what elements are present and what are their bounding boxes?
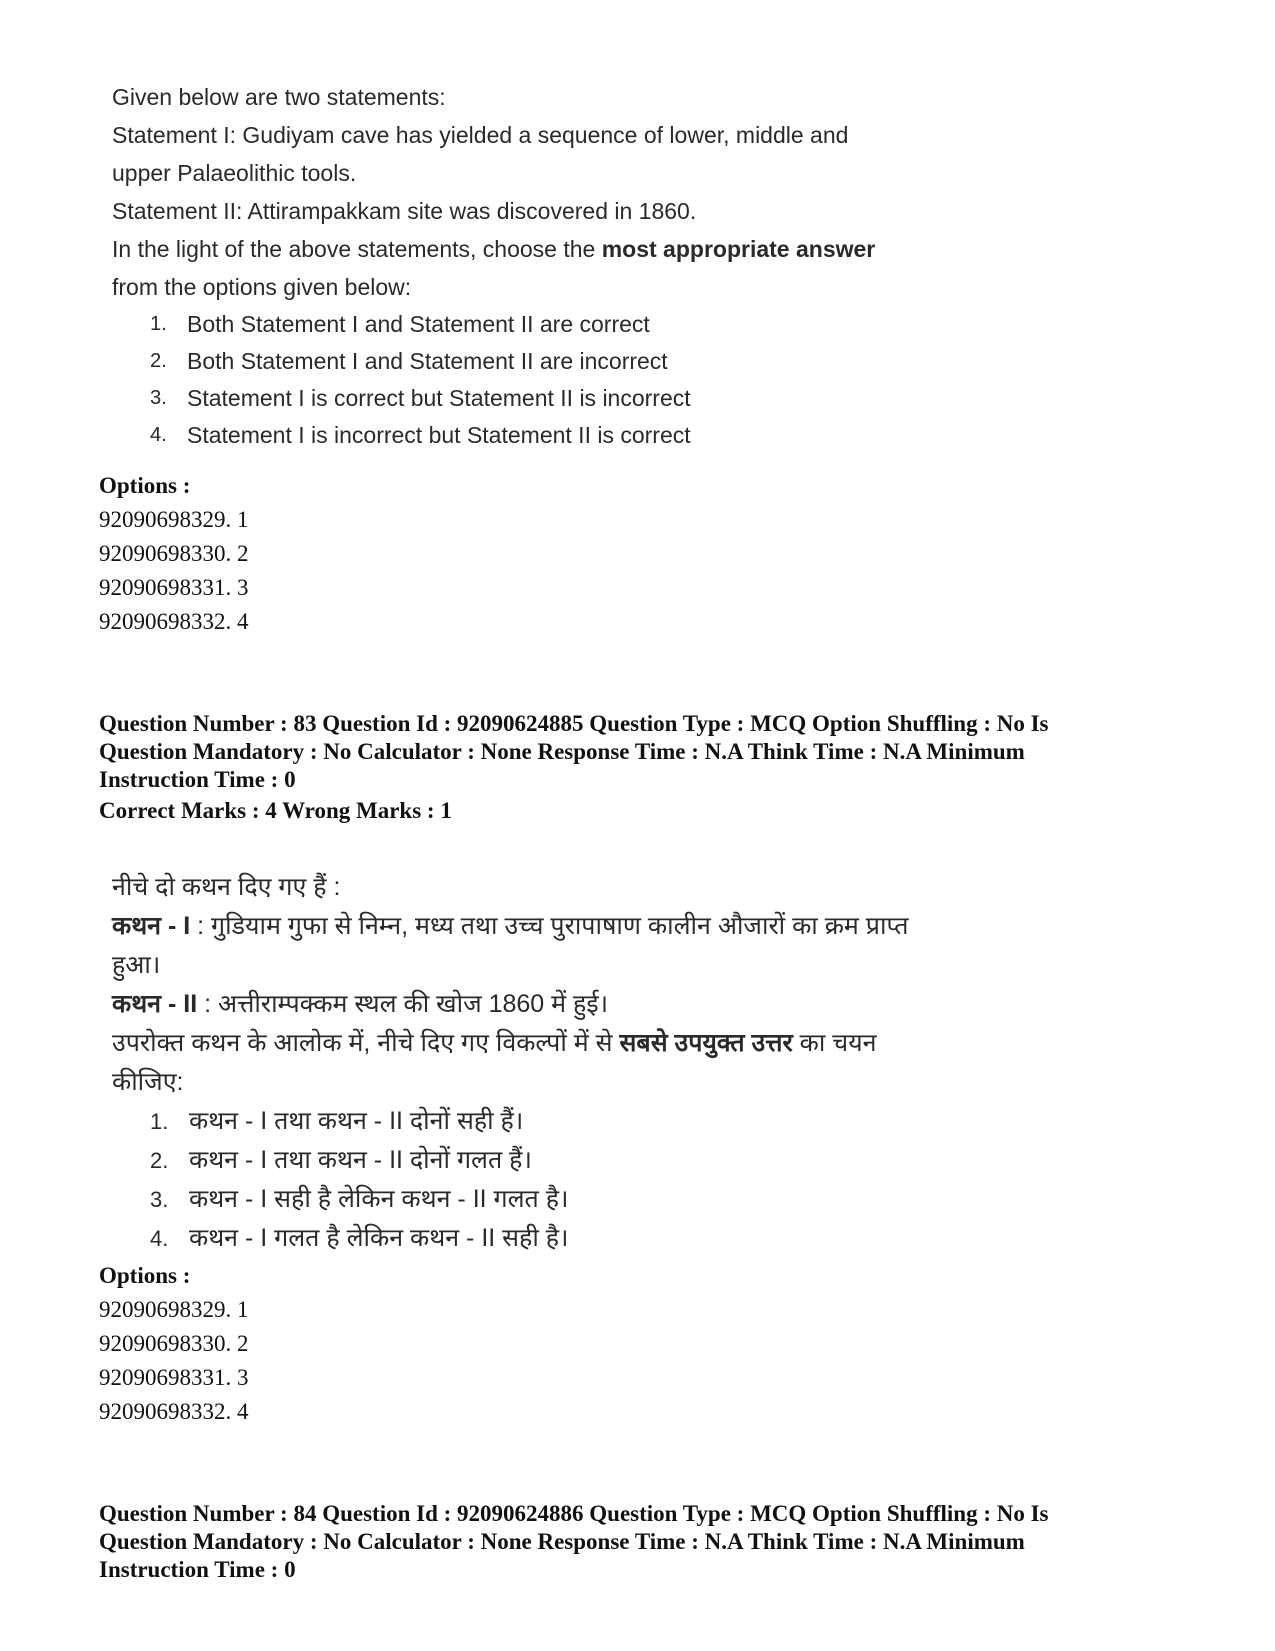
option-item: 92090698332. 4 <box>99 1399 249 1424</box>
meta-line: Instruction Time : 0 <box>99 767 296 792</box>
statement-2 <box>112 985 1012 1024</box>
option-item: 92090698331. 3 <box>99 1365 249 1390</box>
choice-number: 2. <box>150 350 167 372</box>
meta-line: Question Mandatory : No Calculator : None Response Time : N.A Think Time : N.A Minimum <box>99 739 1025 764</box>
choice-text: Statement I is correct but Statement II is incorrect <box>187 385 691 411</box>
choice-text: कथन - I सही है लेकिन कथन - II गलत है। <box>189 1185 569 1213</box>
choice-number: 3. <box>150 387 167 409</box>
instruction-text-end: का चयन <box>792 1029 877 1057</box>
choice-item <box>112 1219 1012 1258</box>
statement-1-label: कथन - I <box>112 912 191 940</box>
option-item: 92090698332. 4 <box>99 609 249 634</box>
choice-item <box>112 1102 1012 1141</box>
statement-1-text: : गुडियाम गुफा से निम्न, मध्य तथा उच्च पुरापाषाण कालीन औजारों का क्रम प्राप्त <box>190 912 909 940</box>
option-item: 92090698331. 3 <box>99 575 249 600</box>
choice-text: Both Statement I and Statement II are correct <box>187 311 650 337</box>
choice-item <box>112 417 1012 454</box>
options-section-83 <box>99 1259 249 1429</box>
choice-text: कथन - I तथा कथन - II दोनों गलत हैं। <box>189 1146 532 1174</box>
question-83-meta <box>99 710 1199 828</box>
choice-number: 1. <box>150 313 167 335</box>
statement-intro: नीचे दो कथन दिए गए हैं : <box>112 873 341 901</box>
options-label: Options : <box>99 1263 191 1288</box>
choice-list <box>112 1102 1012 1258</box>
statement-2: Statement II: Attirampakkam site was discovered in 1860. <box>112 198 697 224</box>
choice-item <box>112 1180 1012 1219</box>
options-section-82 <box>99 469 249 639</box>
instruction-line-1 <box>112 230 1012 268</box>
statement-1-line-1 <box>112 907 1012 946</box>
question-82-text <box>112 78 1012 454</box>
choice-number: 1. <box>150 1109 169 1134</box>
statement-1-line-1: Statement I: Gudiyam cave has yielded a sequence of lower, middle and <box>112 122 849 148</box>
instruction-line-2: कीजिए: <box>112 1068 184 1096</box>
question-83-text <box>112 868 1012 1258</box>
choice-item <box>112 306 1012 343</box>
instruction-line-1 <box>112 1024 1012 1063</box>
choice-number: 4. <box>150 1226 169 1251</box>
choice-item <box>112 343 1012 380</box>
choice-text: Both Statement I and Statement II are incorrect <box>187 348 668 374</box>
instruction-line-2: from the options given below: <box>112 274 412 300</box>
statement-2-label: कथन - II <box>112 990 198 1018</box>
choice-text: कथन - I तथा कथन - II दोनों सही हैं। <box>189 1107 524 1135</box>
choice-list <box>112 306 1012 454</box>
meta-line: Question Number : 84 Question Id : 92090624886 Question Type : MCQ Option Shuffling : No Is <box>99 1501 1049 1526</box>
instruction-emphasis: most appropriate answer <box>601 236 876 262</box>
option-item: 92090698329. 1 <box>99 507 249 532</box>
meta-line: Instruction Time : 0 <box>99 1557 296 1582</box>
choice-item <box>112 380 1012 417</box>
options-label: Options : <box>99 473 191 498</box>
meta-line: Question Mandatory : No Calculator : None Response Time : N.A Think Time : N.A Minimum <box>99 1529 1025 1554</box>
question-84-meta <box>99 1500 1199 1584</box>
choice-number: 3. <box>150 1187 169 1212</box>
option-item: 92090698329. 1 <box>99 1297 249 1322</box>
statement-1-line-2: हुआ। <box>112 951 161 979</box>
statement-intro: Given below are two statements: <box>112 84 446 110</box>
choice-item <box>112 1141 1012 1180</box>
choice-number: 4. <box>150 424 167 446</box>
statement-2-text: : अत्तीराम्पक्कम स्थल की खोज 1860 में हुई। <box>197 990 609 1018</box>
choice-number: 2. <box>150 1148 169 1173</box>
option-item: 92090698330. 2 <box>99 541 249 566</box>
instruction-text: उपरोक्त कथन के आलोक में, नीचे दिए गए विकल्पों में से <box>112 1029 620 1057</box>
choice-text: कथन - I गलत है लेकिन कथन - II सही है। <box>189 1224 569 1252</box>
instruction-text: In the light of the above statements, choose the <box>112 236 602 262</box>
statement-1-line-2: upper Palaeolithic tools. <box>112 160 357 186</box>
meta-line: Question Number : 83 Question Id : 92090624885 Question Type : MCQ Option Shuffling : No Is <box>99 711 1049 736</box>
choice-text: Statement I is incorrect but Statement II is correct <box>187 422 691 448</box>
marks-line: Correct Marks : 4 Wrong Marks : 1 <box>99 798 452 823</box>
instruction-emphasis: सबसे उपयुक्त उत्तर <box>619 1029 793 1057</box>
option-item: 92090698330. 2 <box>99 1331 249 1356</box>
